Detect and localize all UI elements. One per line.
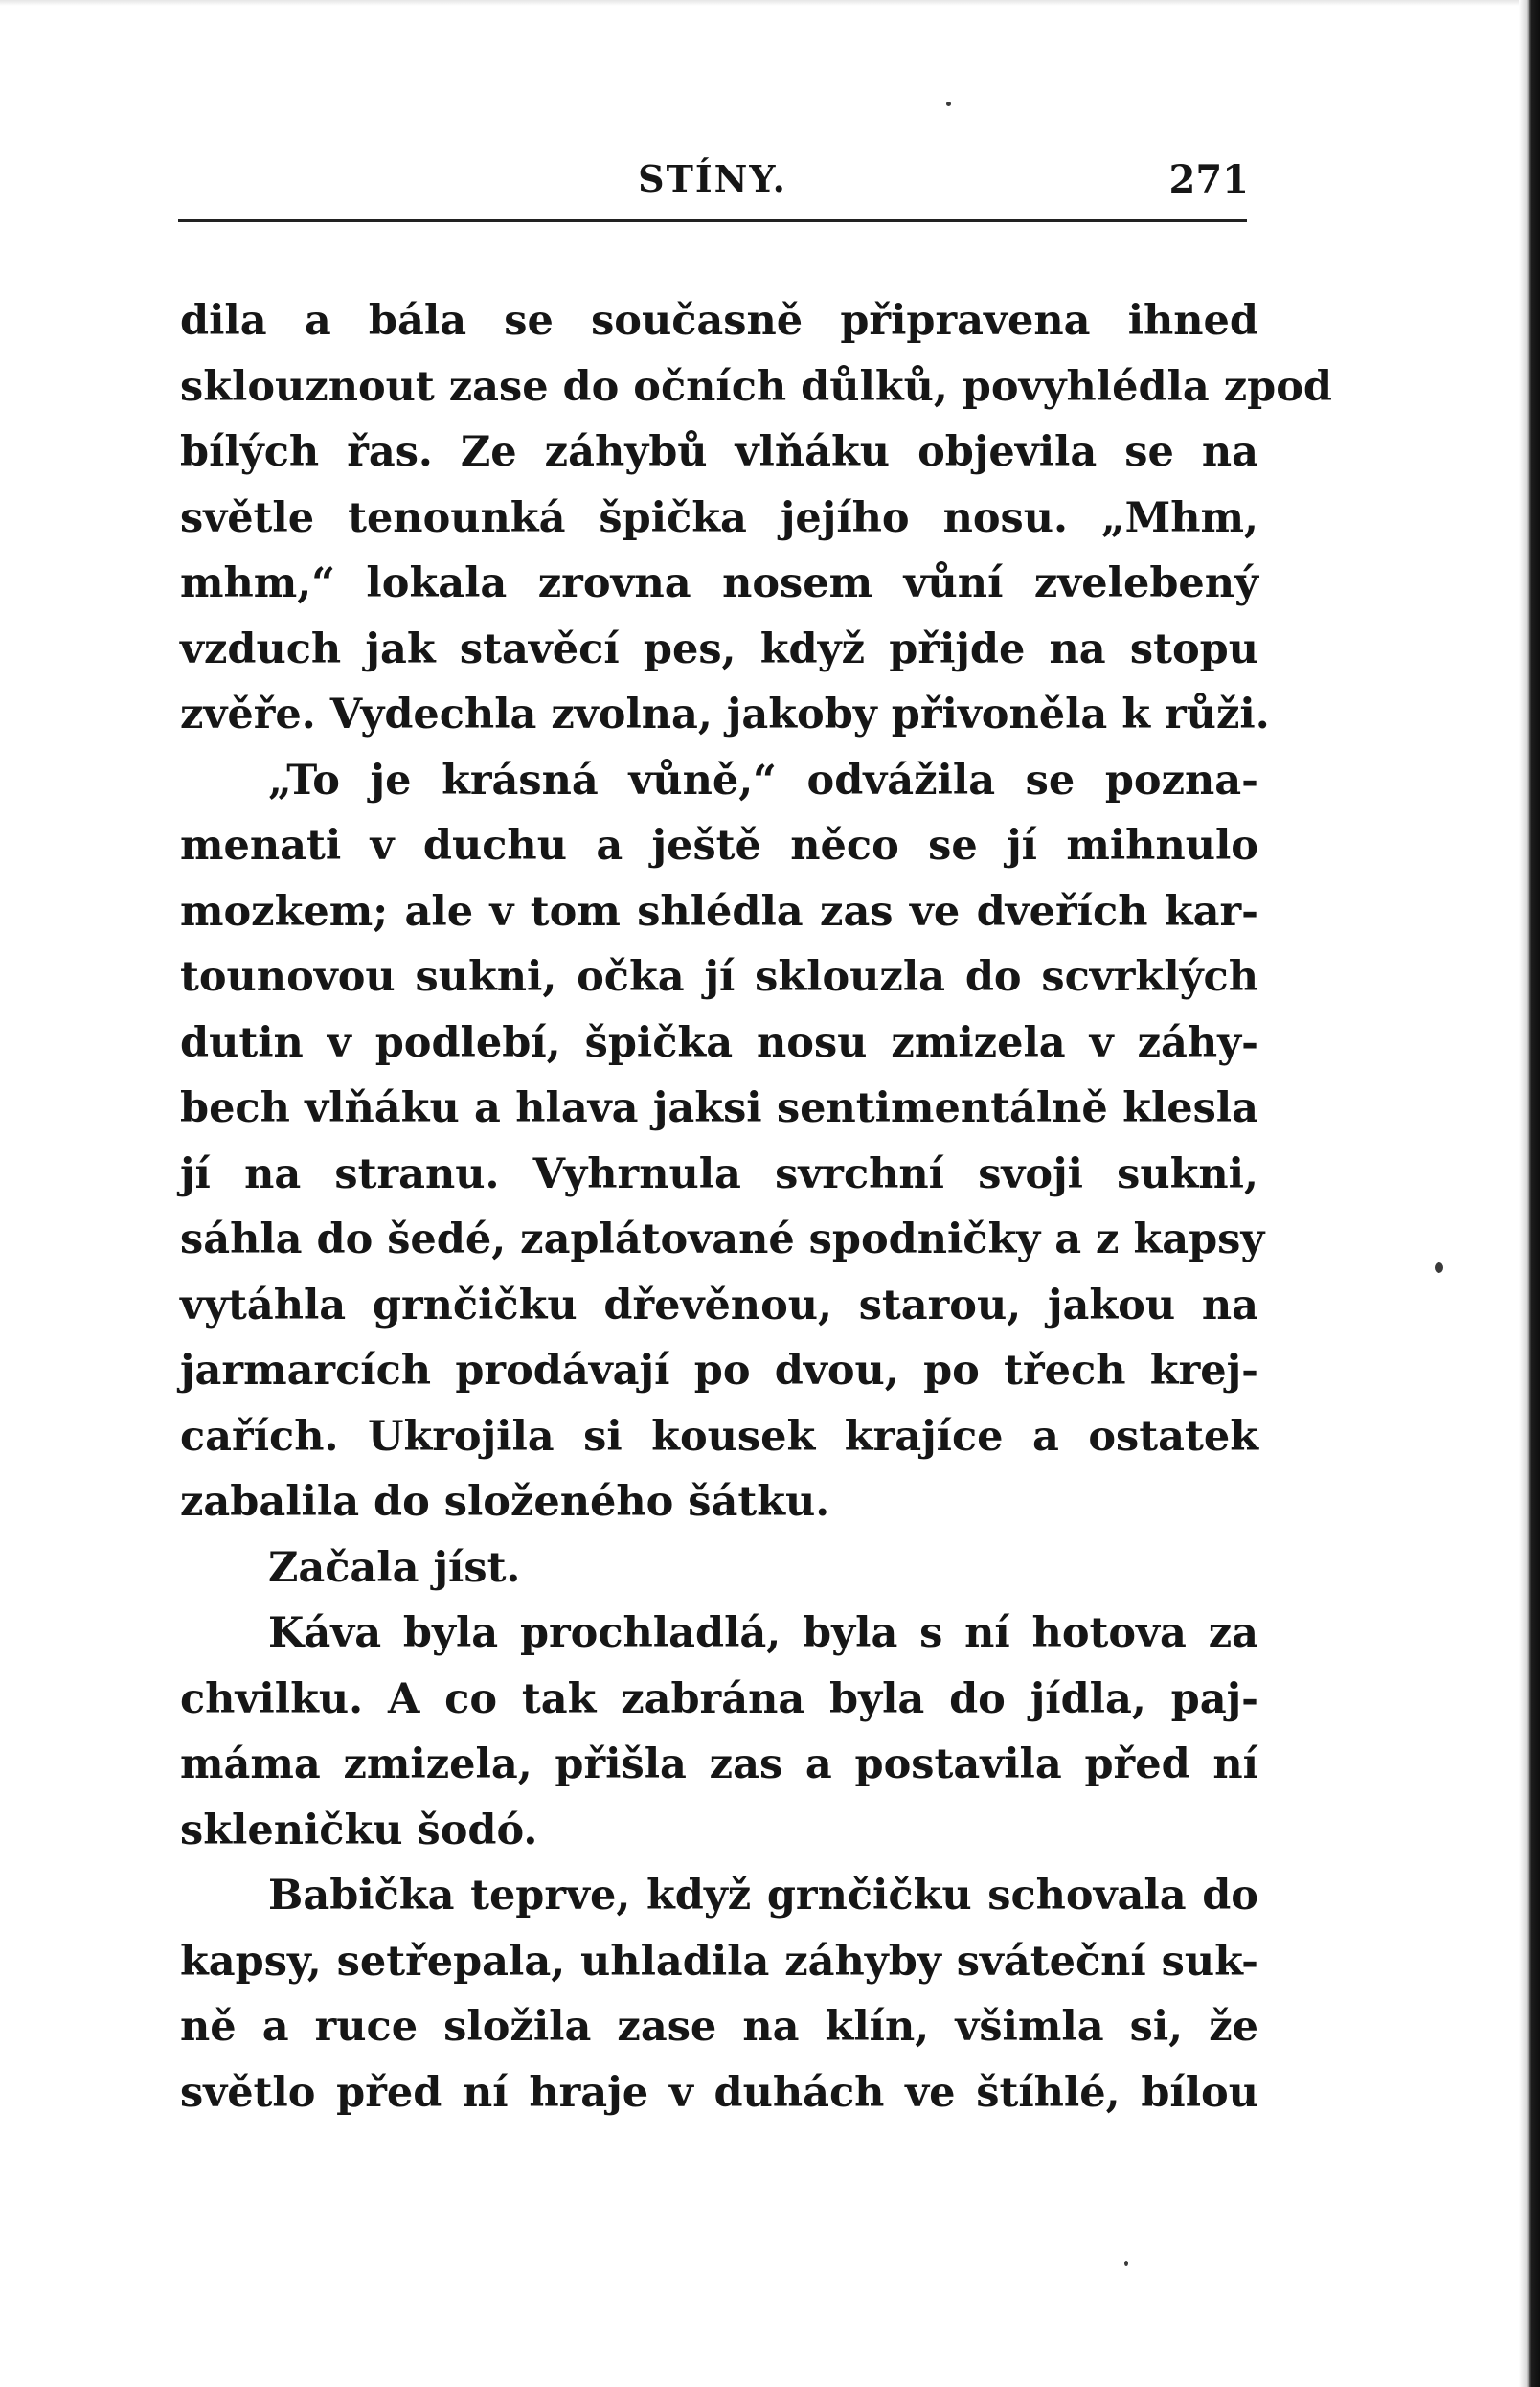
paper-speck xyxy=(946,102,951,106)
page-binding-edge xyxy=(1519,0,1540,2387)
text-line: světle tenounká špička jejího nosu. „Mhm, xyxy=(180,493,1258,542)
text-line: máma zmizela, přišla zas a postavila před ní xyxy=(180,1740,1258,1788)
text-line: mhm,“ lokala zrovna nosem vůní zvelebený xyxy=(180,559,1258,607)
text-line: tounovou sukni, očka jí sklouzla do scvrklých xyxy=(180,953,1258,1001)
text-line: bílých řas. Ze záhybů vlňáku objevila se na xyxy=(180,428,1258,476)
text-line: jarmarcích prodávají po dvou, po třech krej- xyxy=(180,1347,1258,1395)
page-top-edge xyxy=(0,0,1540,6)
text-line: Začala jíst. xyxy=(268,1543,521,1592)
text-line: vzduch jak stavěcí pes, když přijde na stopu xyxy=(180,625,1258,673)
text-line: dutin v podlebí, špička nosu zmizela v záhy- xyxy=(180,1018,1258,1067)
paper-speck xyxy=(1435,1262,1443,1273)
text-line: chvilku. A co tak zabrána byla do jídla, paj- xyxy=(180,1674,1258,1723)
text-line: mozkem; ale v tom shlédla zas ve dveřích kar- xyxy=(180,887,1258,936)
page-number: 271 xyxy=(1168,157,1249,202)
text-line: kapsy, setřepala, uhladila záhyby sváteční suk- xyxy=(180,1937,1258,1986)
text-line: jí na stranu. Vyhrnula svrchní svoji sukni, xyxy=(180,1149,1258,1198)
running-title: STÍNY. xyxy=(638,157,787,200)
text-line: sáhla do šedé, zaplátované spodničky a z kapsy xyxy=(180,1216,1265,1263)
page-header xyxy=(176,153,1249,207)
text-line: sklouznout zase do očních důlků, povyhlédla zpod xyxy=(180,362,1332,411)
text-line: světlo před ní hraje v duhách ve štíhlé, bílou xyxy=(180,2068,1258,2117)
text-line: „To je krásná vůně,“ odvážila se pozna- xyxy=(268,756,1258,805)
text-line: zabalila do složeného šátku. xyxy=(180,1478,830,1526)
text-line: cařích. Ukrojila si kousek krajíce a ostatek xyxy=(180,1412,1258,1461)
body-text xyxy=(180,288,1332,2126)
text-line: zvěře. Vydechla zvolna, jakoby přivoněla k růži. xyxy=(180,691,1270,739)
text-line: Babička teprve, když grnčičku schovala do xyxy=(268,1872,1258,1920)
text-line: skleničku šodó. xyxy=(180,1806,538,1854)
text-line: dila a bála se současně připravena ihned xyxy=(180,297,1258,345)
paper-speck xyxy=(1124,2261,1128,2266)
text-line: vytáhla grnčičku dřevěnou, starou, jakou na xyxy=(180,1281,1258,1330)
text-line: menati v duchu a ještě něco se jí mihnulo xyxy=(180,822,1258,870)
text-line: ně a ruce složila zase na klín, všimla si, že xyxy=(180,2003,1258,2051)
text-line: Káva byla prochladlá, byla s ní hotova za xyxy=(268,1609,1258,1657)
header-rule xyxy=(178,219,1247,222)
text-line: bech vlňáku a hlava jaksi sentimentálně klesla xyxy=(180,1084,1258,1132)
